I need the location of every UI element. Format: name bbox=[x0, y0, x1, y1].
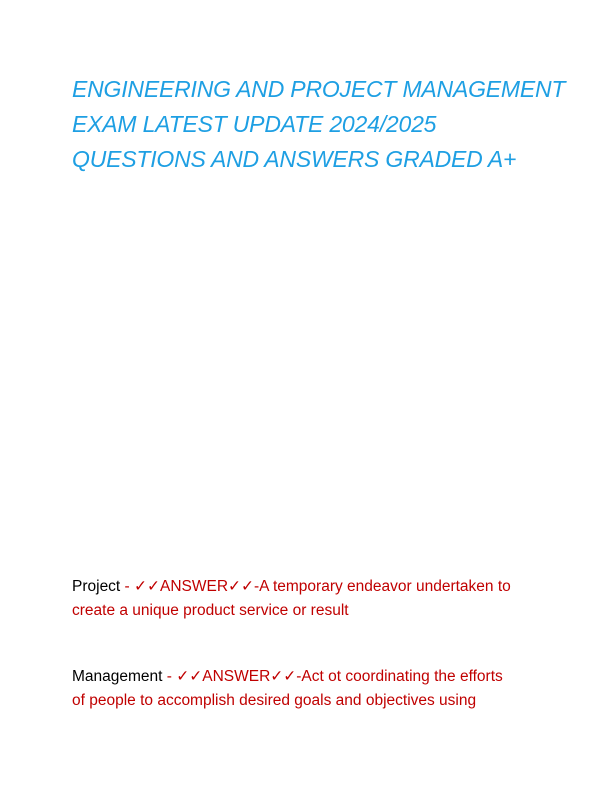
qa-entry-management bbox=[72, 665, 552, 713]
term-separator: - bbox=[120, 578, 135, 595]
term-separator: - bbox=[162, 668, 177, 685]
answer-marker: ✓✓ANSWER✓✓ bbox=[134, 578, 255, 595]
qa-line bbox=[72, 665, 552, 689]
term-label: Management bbox=[72, 668, 163, 685]
document-title bbox=[72, 72, 566, 177]
answer-text: -Act ot coordinating the efforts bbox=[296, 668, 503, 685]
title-line-2: EXAM LATEST UPDATE 2024/2025 bbox=[72, 111, 437, 137]
answer-text-continued: of people to accomplish desired goals and objectives using bbox=[72, 692, 477, 709]
answer-marker: ✓✓ANSWER✓✓ bbox=[176, 668, 297, 685]
qa-line bbox=[72, 575, 552, 599]
qa-entry-project bbox=[72, 575, 552, 623]
answer-text: -A temporary endeavor undertaken to bbox=[254, 578, 511, 595]
title-line-3: QUESTIONS AND ANSWERS GRADED A+ bbox=[72, 146, 517, 172]
title-line-1: ENGINEERING AND PROJECT MANAGEMENT bbox=[72, 76, 566, 102]
answer-text-continued: create a unique product service or result bbox=[72, 602, 349, 619]
term-label: Project bbox=[72, 578, 121, 595]
